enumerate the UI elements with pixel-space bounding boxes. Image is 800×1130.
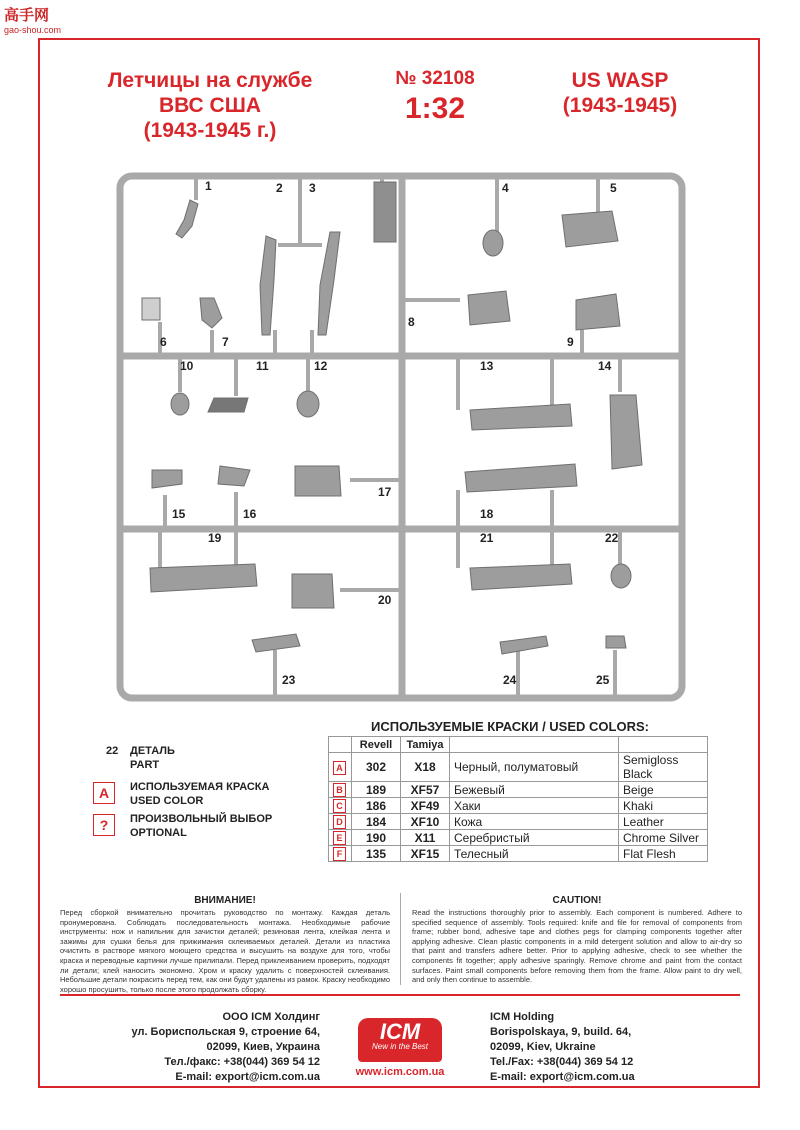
part-number-3: 3	[309, 181, 316, 195]
part-number-15: 15	[172, 507, 186, 521]
part-22-head	[611, 564, 631, 588]
part-number-25: 25	[596, 673, 610, 687]
sprue-gates	[160, 176, 620, 698]
icm-logo: ICM New in the Best	[358, 1018, 442, 1062]
part-23-arm	[252, 634, 300, 652]
figure-parts	[142, 182, 642, 654]
part-number-6: 6	[160, 335, 167, 349]
scale-label: 1:32	[404, 92, 466, 125]
part-19-legs	[150, 564, 257, 592]
title-russian: Летчицы на службе ВВС США (1943-1945 г.)	[107, 69, 313, 142]
caution-text-en: Read the instructions thoroughly prior to assembly. Each component is numbered. Adhere to specified sequence of assembly. Tools required: knife and file for removal of components from frame; rubber bond, adhesive tape and clothes pegs for clamping components together after applying adhesive. Clean plastic components in a mild detergent solution and allow to air-dry so that paint and transfers adhere better. Prior to applying adhesive, check to see whether the components fit together; apply adhesive sparingly. Remove chrome and paint from the contact surfaces. Paint small components before removing them from the frame. Allow paint to dry well, and only then continue to assemble.	[412, 908, 742, 985]
part-number-11: 11	[256, 359, 269, 373]
watermark-logo: 高手网 gao-shou.com	[4, 7, 62, 35]
part-number-2: 2	[276, 181, 283, 195]
part-21-legs	[470, 564, 572, 590]
warning-divider	[400, 893, 401, 985]
part-number-12: 12	[314, 359, 328, 373]
color-symbol-icon: A	[93, 782, 115, 804]
part-20-torso	[292, 574, 334, 608]
part-number-18: 18	[480, 507, 494, 521]
part-13-legs	[470, 404, 572, 430]
part-number-20: 20	[378, 593, 392, 607]
part-7-arm	[200, 298, 222, 328]
address-english: ICM Holding Borispolskaya, 9, build. 64, 02099, Kiev, Ukraine Tel./Fax: +38(044) 369 54 12 E-mail: export@icm.com.ua	[490, 1011, 635, 1083]
part-number-5: 5	[610, 181, 617, 195]
part-8-torso	[468, 291, 510, 325]
warning-text-ru: Перед сборкой внимательно прочитать руководство по монтажу. Каждая деталь пронумерована. Соблюдать последовательность монтажа. Необходимые рабочие инструменты: нож и напильник для зачистки деталей; резиновая лента, клейкая лента и зажимы для сушки белья для прижимания склеиваемых деталей. Детали из пластика очистить в растворе мягкого моющего средства и высушить на воздухе для того, чтобы краска и переводные картинки лучше прилипали. Перед приклеиванием проверить, подходят ли детали; клей наносить экономно. Хром и краску удалить с поверхностей склеивания. Небольшие детали покрасить перед тем, как они будут удалены из рамок. Краску необходимо хорошо просушить, только после этого продолжать сборку.	[60, 908, 390, 994]
colors-header-row: Revell Tamiya	[329, 737, 708, 753]
part-number-22: 22	[605, 531, 619, 545]
title-english: US WASP (1943-1945)	[562, 69, 678, 117]
table-row: A 302 X18 Черный, полуматовый Semigloss Black	[329, 753, 708, 782]
warning-title-ru: ВНИМАНИЕ!	[194, 895, 256, 906]
part-number-19: 19	[208, 531, 222, 545]
table-row: E 190 X11 Серебристый Chrome Silver	[329, 830, 708, 846]
part-number-7: 7	[222, 335, 229, 349]
part-11-seat	[208, 398, 248, 412]
colors-title: ИСПОЛЬЗУЕМЫЕ КРАСКИ / USED COLORS:	[371, 719, 649, 734]
part-18-legs	[465, 464, 577, 492]
part-number-labels	[160, 179, 619, 687]
part-12-head	[297, 391, 319, 417]
part-10-head	[171, 393, 189, 415]
catalog-number: № 32108	[395, 68, 475, 89]
sprue-frame	[120, 176, 682, 698]
part-number-1: 1	[205, 179, 212, 193]
part-number-17: 17	[378, 485, 392, 499]
colors-table	[328, 736, 708, 862]
table-row: F 135 XF15 Телесный Flat Flesh	[329, 846, 708, 862]
part-24-arm	[500, 636, 548, 654]
address-russian: ООО ICM Холдинг ул. Бориспольская 9, строение 64, 02099, Киев, Украина Тел./факс: +38(044) 369 54 12 E-mail: export@icm.com.ua	[131, 1011, 320, 1083]
part-number-16: 16	[243, 507, 257, 521]
part-3-leg	[318, 232, 340, 335]
website-link[interactable]: www.icm.com.ua	[355, 1066, 445, 1078]
part-17-torso	[295, 466, 341, 496]
part-25-hand	[606, 636, 626, 648]
part-16-arm	[218, 466, 250, 486]
part-number-10: 10	[180, 359, 194, 373]
table-row: D 184 XF10 Кожа Leather	[329, 814, 708, 830]
legend-part-number: 22	[106, 745, 119, 757]
part-number-13: 13	[480, 359, 494, 373]
part-2-leg	[260, 236, 276, 335]
footer-divider	[60, 994, 740, 996]
part-number-8: 8	[408, 315, 415, 329]
part-number-4: 4	[502, 181, 509, 195]
part-14-parachute	[610, 395, 642, 469]
part-number-21: 21	[480, 531, 494, 545]
part-plate	[374, 182, 396, 242]
part-6-plate	[142, 298, 160, 320]
part-9-torso	[576, 294, 620, 330]
optional-symbol-icon: ?	[93, 814, 115, 836]
part-number-23: 23	[282, 673, 296, 687]
part-15-arm	[152, 470, 182, 488]
part-number-14: 14	[598, 359, 612, 373]
table-row: C 186 XF49 Хаки Khaki	[329, 798, 708, 814]
part-number-24: 24	[503, 673, 517, 687]
part-5-jacket	[562, 211, 618, 247]
caution-title-en: CAUTION!	[552, 895, 602, 906]
table-row: B 189 XF57 Бежевый Beige	[329, 782, 708, 798]
part-4-head	[483, 230, 503, 256]
part-1-arm	[176, 200, 198, 238]
part-number-9: 9	[567, 335, 574, 349]
